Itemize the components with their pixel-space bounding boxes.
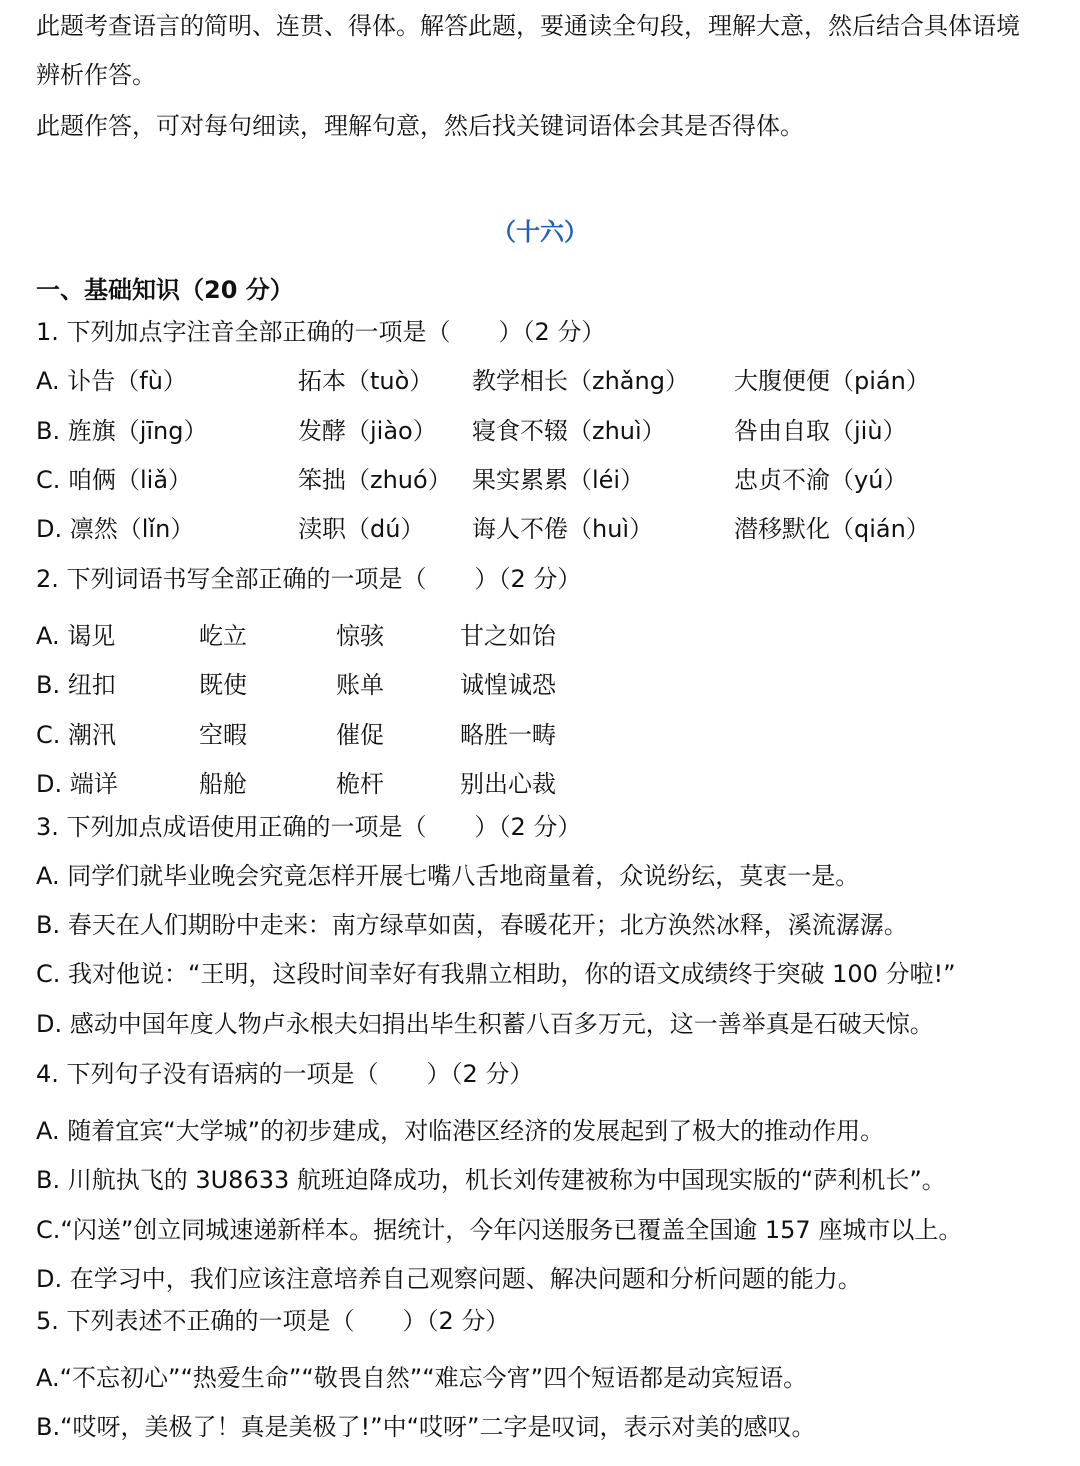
question-4-option-d: D. 在学习中，我们应该注意培养自己观察问题、解决问题和分析问题的能力。 — [36, 1265, 862, 1293]
option-cell: 忠贞不渝（yú） — [734, 466, 908, 494]
question-2-option-b — [36, 673, 1076, 701]
question-2-stem: 2. 下列词语书写全部正确的一项是（ ）（2 分） — [36, 565, 582, 593]
option-cell: 发酵（jiào） — [298, 417, 437, 445]
question-2-option-c — [36, 723, 1076, 751]
question-1-option-a — [36, 369, 1076, 397]
option-cell: D. 凛然（lǐn） — [36, 515, 195, 543]
option-cell: B. 旌旗（jīng） — [36, 417, 208, 445]
option-cell: 别出心裁 — [460, 770, 556, 798]
option-cell: 既使 — [199, 671, 247, 699]
option-cell: 账单 — [336, 671, 384, 699]
option-cell: C. 潮汛 — [36, 721, 117, 749]
question-2-option-a — [36, 624, 1076, 652]
question-5-option-b: B.“哎呀，美极了！真是美极了!”中“哎呀”二字是叹词，表示对美的感叹。 — [36, 1413, 816, 1441]
option-cell: 屹立 — [199, 622, 247, 650]
option-cell: 空暇 — [199, 721, 247, 749]
option-cell: 拓本（tuò） — [298, 367, 434, 395]
question-1-stem: 1. 下列加点字注音全部正确的一项是（ ）（2 分） — [36, 318, 606, 346]
option-cell: 大腹便便（pián） — [734, 367, 930, 395]
option-cell: 诲人不倦（huì） — [472, 515, 654, 543]
question-4-option-c: C.“闪送”创立同城速递新样本。据统计，今年闪送服务已覆盖全国逾 157 座城市以上。 — [36, 1216, 963, 1244]
question-3-option-d: D. 感动中国年度人物卢永根夫妇捐出毕生积蓄八百多万元，这一善举真是石破天惊。 — [36, 1010, 934, 1038]
intro-paragraph-1-line-2: 辨析作答。 — [36, 61, 156, 89]
option-cell: 渎职（dú） — [298, 515, 425, 543]
intro-paragraph-2: 此题作答，可对每句细读，理解句意，然后找关键词语体会其是否得体。 — [36, 112, 804, 140]
question-1-option-c — [36, 468, 1076, 496]
option-cell: 催促 — [336, 721, 384, 749]
option-cell: 潜移默化（qián） — [734, 515, 930, 543]
option-cell: 诚惶诚恐 — [460, 671, 556, 699]
question-4-option-a: A. 随着宜宾“大学城”的初步建成，对临港区经济的发展起到了极大的推动作用。 — [36, 1117, 885, 1145]
question-3-stem: 3. 下列加点成语使用正确的一项是（ ）（2 分） — [36, 813, 582, 841]
option-cell: 桅杆 — [336, 770, 384, 798]
question-2-option-d — [36, 772, 1076, 800]
question-5-option-a: A.“不忘初心”“热爱生命”“敬畏自然”“难忘今宵”四个短语都是动宾短语。 — [36, 1364, 808, 1392]
section-title: （十六） — [492, 218, 588, 246]
option-cell: 教学相长（zhǎng） — [472, 367, 689, 395]
option-cell: 咎由自取（jiù） — [734, 417, 907, 445]
question-1-option-d — [36, 517, 1076, 545]
option-cell: A. 讣告（fù） — [36, 367, 187, 395]
question-5-stem: 5. 下列表述不正确的一项是（ ）（2 分） — [36, 1307, 510, 1335]
option-cell: 略胜一畴 — [460, 721, 556, 749]
option-cell: 惊骇 — [336, 622, 384, 650]
option-cell: C. 咱俩（liǎ） — [36, 466, 193, 494]
question-4-option-b: B. 川航执飞的 3U8633 航班迫降成功，机长刘传建被称为中国现实版的“萨利机长”。 — [36, 1166, 946, 1194]
question-3-option-c: C. 我对他说：“王明，这段时间幸好有我鼎立相助，你的语文成绩终于突破 100 分啦!” — [36, 960, 956, 988]
question-3-option-a: A. 同学们就毕业晚会究竟怎样开展七嘴八舌地商量着，众说纷纭，莫衷一是。 — [36, 862, 860, 890]
intro-paragraph-1-line-1: 此题考查语言的简明、连贯、得体。解答此题，要通读全句段，理解大意，然后结合具体语境 — [36, 12, 1020, 40]
option-cell: B. 纽扣 — [36, 671, 116, 699]
option-cell: A. 谒见 — [36, 622, 116, 650]
option-cell: 果实累累（léi） — [472, 466, 645, 494]
question-4-stem: 4. 下列句子没有语病的一项是（ ）（2 分） — [36, 1060, 534, 1088]
option-cell: 甘之如饴 — [460, 622, 556, 650]
question-3-option-b: B. 春天在人们期盼中走来：南方绿草如茵，春暖花开；北方涣然冰释，溪流潺潺。 — [36, 911, 908, 939]
option-cell: 笨拙（zhuó） — [298, 466, 452, 494]
option-cell: 寝食不辍（zhuì） — [472, 417, 666, 445]
option-cell: 船舱 — [199, 770, 247, 798]
question-1-option-b — [36, 419, 1076, 447]
part-heading: 一、基础知识（20 分） — [36, 276, 294, 304]
option-cell: D. 端详 — [36, 770, 118, 798]
